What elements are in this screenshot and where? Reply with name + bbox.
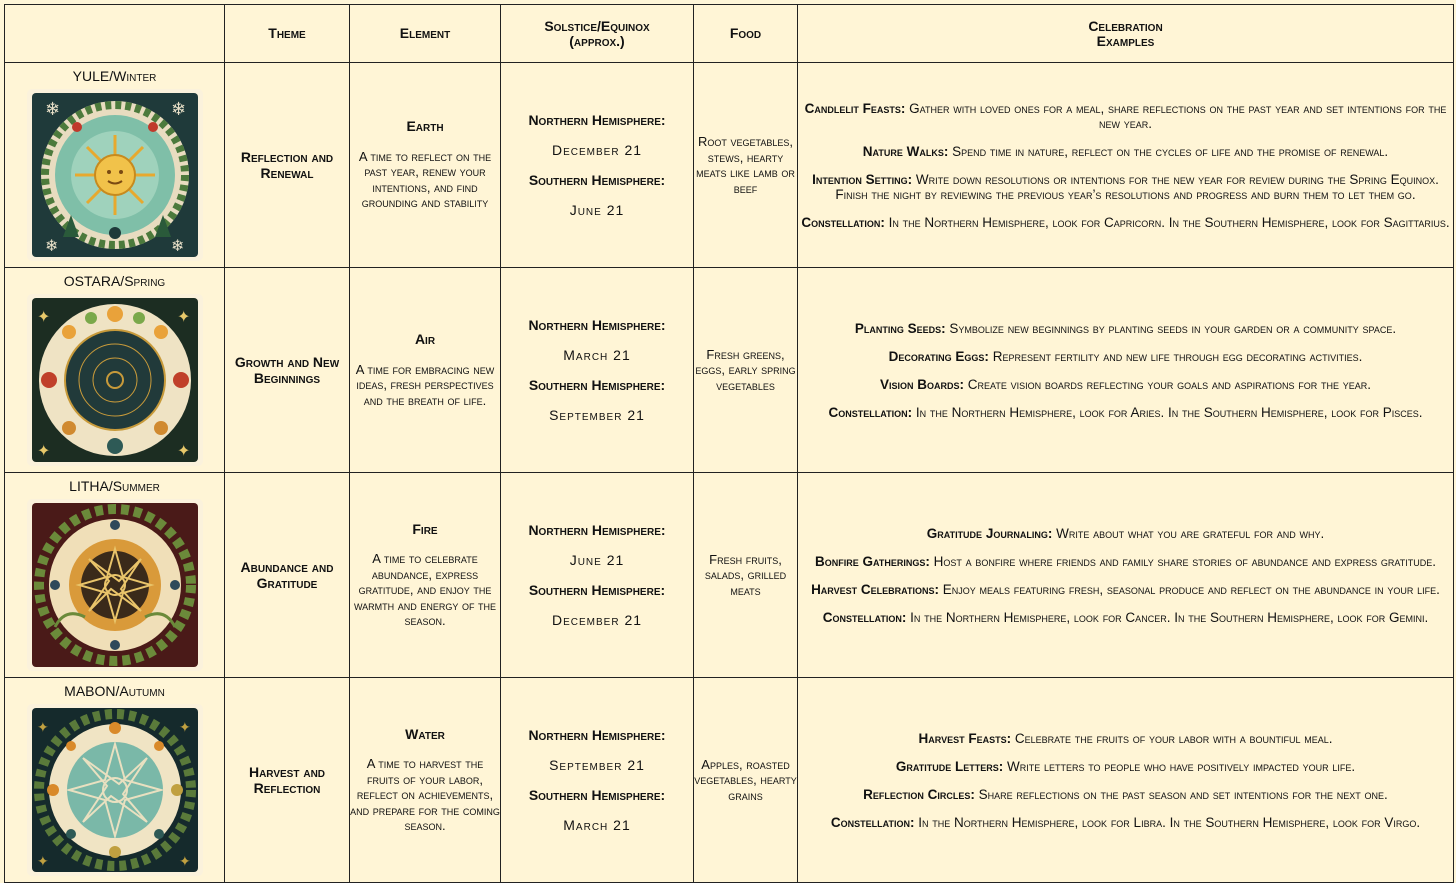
north-date: June 21 <box>569 552 625 568</box>
celebration-text: Write down resolutions or intentions for the new year for review during the Spring Equinox. Finish the night by reviewing the previous year’s resolutions and progress and burn them to let them go. <box>835 171 1439 202</box>
celebration-text: In the Northern Hemisphere, look for Capricorn. In the Southern Hemisphere, look for Sagittarius. <box>884 214 1450 230</box>
celebration-item <box>798 610 1453 625</box>
north-label: Northern Hemisphere: <box>528 522 666 538</box>
north-date: December 21 <box>551 142 643 158</box>
svg-text:✦: ✦ <box>36 440 50 460</box>
celebration-item <box>798 759 1453 774</box>
season-cell <box>5 473 225 678</box>
celebration-title: Reflection Circles: <box>863 786 975 802</box>
north-date: March 21 <box>563 347 631 363</box>
svg-text:❄: ❄ <box>44 235 58 255</box>
celebration-title: Gratitude Letters: <box>895 758 1004 774</box>
celebration-text: In the Northern Hemisphere, look for Aries. In the Southern Hemisphere, look for Pisces. <box>912 404 1423 420</box>
celebration-text: Spend time in nature, reflect on the cycles of life and the promise of renewal. <box>948 143 1389 159</box>
celebration-title: Constellation: <box>830 814 915 830</box>
celebration-cell <box>798 63 1454 268</box>
food-cell: Fresh fruits, salads, grilled meats <box>694 473 798 678</box>
season-cell <box>5 268 225 473</box>
south-label: Southern Hemisphere: <box>528 377 666 393</box>
north-label: Northern Hemisphere: <box>528 317 666 333</box>
celebration-title: Planting Seeds: <box>854 320 946 336</box>
theme-cell: Harvest and Reflection <box>225 678 350 883</box>
celebration-item <box>798 787 1453 802</box>
celebration-text: Celebrate the fruits of your labor with a bountiful meal. <box>1011 730 1333 746</box>
litha-sun-wheel-icon <box>25 497 205 673</box>
svg-text:✦: ✦ <box>176 306 190 326</box>
food-cell: Root vegetables, stews, hearty meats like lamb or beef <box>694 63 798 268</box>
svg-text:✦: ✦ <box>178 719 191 736</box>
svg-text:✦: ✦ <box>36 306 50 326</box>
element-name: Earth <box>406 118 444 135</box>
yule-wheel-icon <box>25 87 205 263</box>
south-date: March 21 <box>563 817 631 833</box>
svg-text:✦: ✦ <box>36 853 49 870</box>
element-name: Water <box>405 725 445 742</box>
celebration-item <box>798 377 1453 392</box>
svg-text:❄: ❄ <box>44 98 60 120</box>
north-date: September 21 <box>549 757 645 773</box>
theme-cell: Growth and New Beginnings <box>225 268 350 473</box>
south-date: September 21 <box>549 407 645 423</box>
header-element: Element <box>350 5 501 63</box>
header-row <box>5 5 1454 63</box>
season-name: LITHA/Summer <box>69 477 160 494</box>
north-label: Northern Hemisphere: <box>528 727 666 743</box>
solstice-cell <box>501 268 694 473</box>
celebration-item <box>798 526 1453 541</box>
celebration-title: Vision Boards: <box>880 376 965 392</box>
header-solstice <box>501 5 694 63</box>
season-row-mabon <box>5 678 1454 883</box>
celebration-item <box>798 815 1453 830</box>
celebration-title: Candlelit Feasts: <box>804 100 906 116</box>
north-label: Northern Hemisphere: <box>528 112 666 128</box>
element-desc: A time for embracing new ideas, fresh perspectives and the breath of life. <box>355 361 495 408</box>
south-date: December 21 <box>551 612 643 628</box>
celebration-item <box>798 349 1453 364</box>
season-row-litha <box>5 473 1454 678</box>
element-cell <box>350 678 501 883</box>
celebration-text: Write letters to people who have positively impacted your life. <box>1003 758 1356 774</box>
season-name: YULE/Winter <box>72 67 157 84</box>
season-cell <box>5 678 225 883</box>
celebration-title: Constellation: <box>801 214 885 230</box>
celebration-text: Represent fertility and new life through egg decorating activities. <box>988 348 1363 364</box>
celebration-text: Gather with loved ones for a meal, share reflections on the past year and set intentions for the new year. <box>905 100 1447 131</box>
celebration-item <box>798 101 1453 131</box>
ostara-moon-wheel-icon <box>25 292 205 468</box>
celebration-title: Bonfire Gatherings: <box>815 553 930 569</box>
svg-text:❄: ❄ <box>170 235 184 255</box>
celebration-title: Decorating Eggs: <box>888 348 989 364</box>
element-desc: A time to reflect on the past year, renew your intentions, and find grounding and stability <box>358 148 492 211</box>
celebration-cell <box>798 678 1454 883</box>
element-name: Fire <box>412 520 438 537</box>
header-celebration <box>798 5 1454 63</box>
solstice-cell <box>501 473 694 678</box>
celebration-text: In the Northern Hemisphere, look for Cancer. In the Southern Hemisphere, look for Gemini. <box>906 609 1429 625</box>
element-cell <box>350 268 501 473</box>
season-name: OSTARA/Spring <box>63 272 166 289</box>
celebration-item <box>798 144 1453 159</box>
season-name: MABON/Autumn <box>64 682 165 699</box>
element-desc: A time to celebrate abundance, express gratitude, and enjoy the warmth and energy of the season. <box>353 551 497 628</box>
mabon-star-wheel-icon <box>25 702 205 878</box>
south-label: Southern Hemisphere: <box>528 787 666 803</box>
south-label: Southern Hemisphere: <box>528 172 666 188</box>
element-desc: A time to harvest the fruits of your labor, reflect on achievements, and prepare for the coming season. <box>350 756 500 833</box>
celebration-text: Host a bonfire where friends and family share stories of abundance and express gratitude. <box>929 553 1436 569</box>
header-food: Food <box>694 5 798 63</box>
celebration-item <box>798 321 1453 336</box>
food-cell: Apples, roasted vegetables, hearty grains <box>694 678 798 883</box>
south-label: Southern Hemisphere: <box>528 582 666 598</box>
theme-cell: Reflection and Renewal <box>225 63 350 268</box>
celebration-title: Harvest Celebrations: <box>811 581 939 597</box>
food-cell: Fresh greens, eggs, early spring vegetables <box>694 268 798 473</box>
element-name: Air <box>414 331 436 347</box>
celebration-item <box>798 582 1453 597</box>
season-row-yule <box>5 63 1454 268</box>
element-cell <box>350 63 501 268</box>
celebration-text: Symbolize new beginnings by planting seeds in your garden or a community space. <box>945 320 1397 336</box>
svg-text:✦: ✦ <box>176 440 190 460</box>
svg-text:❄: ❄ <box>170 98 186 120</box>
celebration-item <box>798 172 1453 202</box>
celebration-title: Intention Setting: <box>812 171 913 187</box>
celebration-item <box>798 554 1453 569</box>
celebration-title: Constellation: <box>822 609 907 625</box>
celebration-item <box>798 405 1453 420</box>
celebration-cell <box>798 268 1454 473</box>
celebration-text: Enjoy meals featuring fresh, seasonal produce and reflect on the abundance in your life. <box>939 581 1440 597</box>
season-cell <box>5 63 225 268</box>
celebration-item <box>798 731 1453 746</box>
south-date: June 21 <box>569 202 625 218</box>
celebration-text: Create vision boards reflecting your goals and aspirations for the year. <box>964 376 1371 392</box>
celebration-title: Constellation: <box>828 404 913 420</box>
theme-cell: Abundance and Gratitude <box>225 473 350 678</box>
svg-text:✦: ✦ <box>36 719 49 736</box>
svg-text:✦: ✦ <box>178 853 191 870</box>
header-season <box>5 5 225 63</box>
celebration-text: In the Northern Hemisphere, look for Libra. In the Southern Hemisphere, look for Virgo. <box>914 814 1421 830</box>
celebration-title: Gratitude Journaling: <box>926 525 1053 541</box>
element-cell <box>350 473 501 678</box>
celebration-title: Harvest Feasts: <box>918 730 1012 746</box>
celebration-cell <box>798 473 1454 678</box>
header-solstice-label: Solstice/Equinox (approx.) <box>544 17 650 49</box>
celebration-text: Write about what you are grateful for and why. <box>1052 525 1325 541</box>
celebration-title: Nature Walks: <box>862 143 949 159</box>
solstice-cell <box>501 63 694 268</box>
celebration-item <box>798 215 1453 230</box>
solstice-cell <box>501 678 694 883</box>
header-celebration-label: Celebration Examples <box>1088 17 1163 49</box>
header-theme: Theme <box>225 5 350 63</box>
celebration-text: Share reflections on the past season and set intentions for the next one. <box>974 786 1388 802</box>
season-row-ostara <box>5 268 1454 473</box>
seasons-table <box>4 4 1454 883</box>
